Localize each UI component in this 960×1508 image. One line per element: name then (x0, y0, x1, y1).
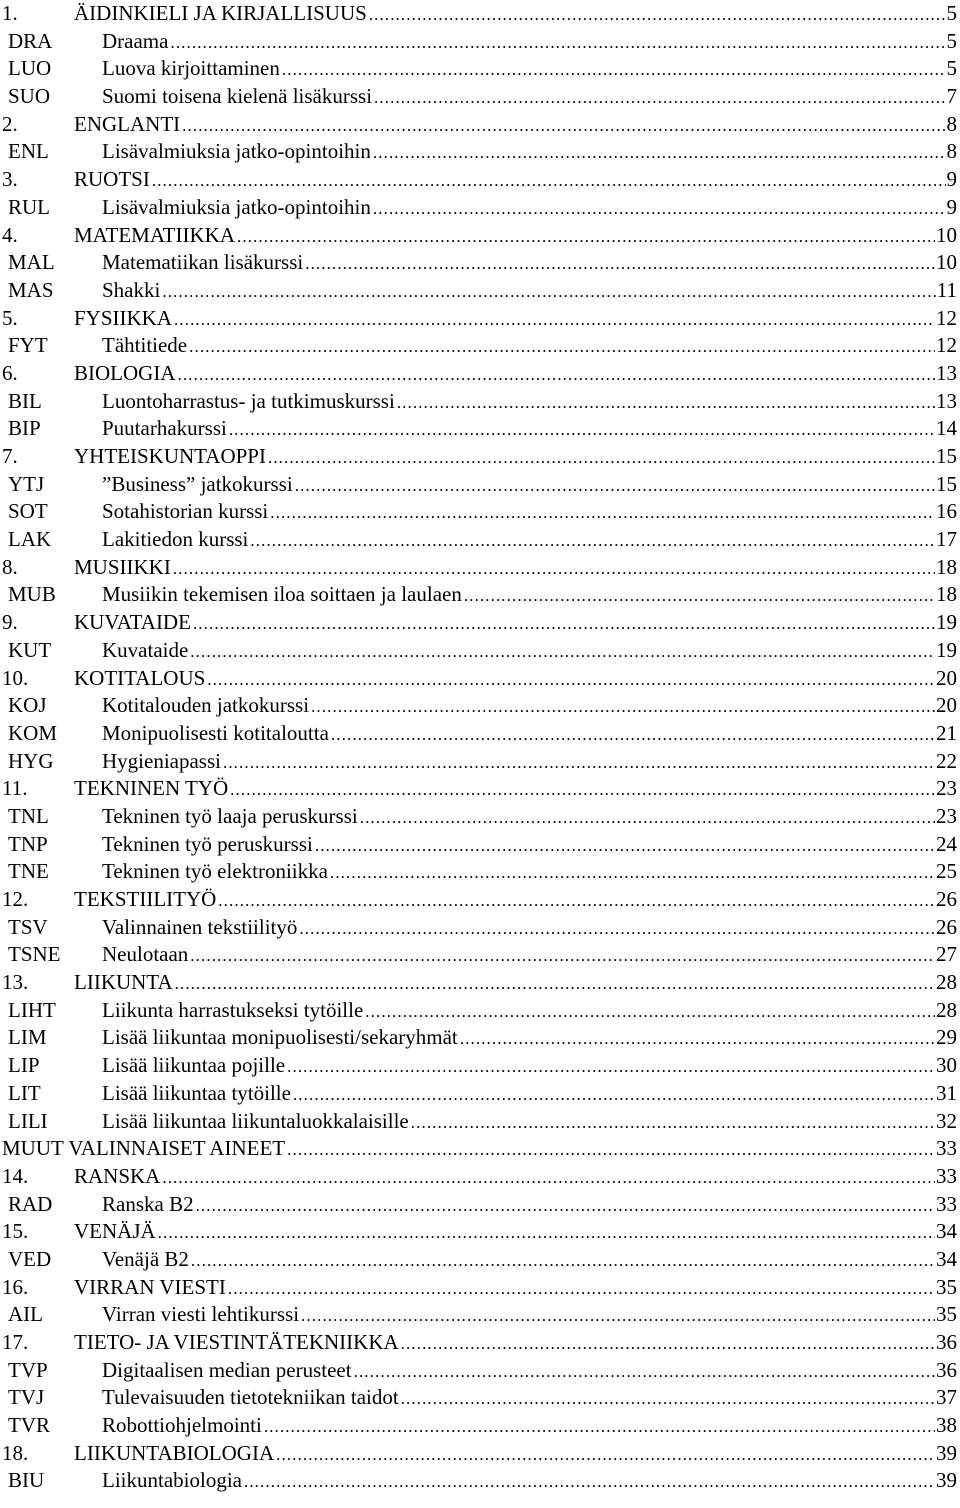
dot-leader (177, 361, 935, 389)
toc-entry-page-number: 23 (936, 776, 957, 801)
toc-section-entry[interactable] (0, 305, 960, 333)
toc-entry-page-number: 28 (936, 970, 957, 995)
toc-entry-code: DRA (8, 28, 53, 53)
toc-course-entry[interactable] (0, 748, 960, 776)
toc-entry-title: VIRRAN VIESTI (74, 1274, 228, 1302)
toc-entry-title: Liikuntabiologia (102, 1467, 244, 1495)
toc-entry-page-number: 34 (936, 1219, 957, 1244)
toc-entry-code: 15. (2, 1219, 29, 1244)
toc-course-entry[interactable] (0, 388, 960, 416)
toc-section-entry[interactable] (0, 360, 960, 388)
toc-entry-page-number: 30 (936, 1053, 957, 1078)
dot-leader (162, 278, 935, 306)
toc-entry-title: Lisää liikuntaa tytöille (102, 1080, 293, 1108)
dot-leader (299, 915, 935, 943)
toc-entry-code: TNL (8, 803, 49, 828)
toc-entry-page-number: 35 (936, 1274, 957, 1299)
toc-entry-title: Tähtitiede (102, 332, 189, 360)
toc-course-entry[interactable] (0, 471, 960, 499)
toc-section-entry[interactable] (0, 969, 960, 997)
toc-entry-code: 7. (2, 444, 18, 468)
toc-entry-title: Sotahistorian kurssi (102, 498, 270, 526)
toc-entry-title: ENGLANTI (74, 111, 182, 139)
toc-entry-code: LILI (8, 1108, 48, 1133)
dot-leader (305, 250, 935, 278)
toc-entry-page-number: 14 (936, 416, 957, 441)
toc-course-entry[interactable] (0, 831, 960, 859)
toc-entry-title: Valinnainen tekstiilityö (102, 914, 299, 942)
toc-entry-title: KUVATAIDE (74, 609, 193, 637)
toc-entry-title: TEKNINEN TYÖ (74, 775, 230, 803)
toc-entry-title: FYSIIKKA (74, 305, 174, 333)
dot-leader (173, 555, 935, 583)
toc-entry-page-number: 9 (946, 194, 957, 219)
toc-course-entry[interactable] (0, 941, 960, 969)
dot-leader (295, 472, 935, 500)
toc-entry-code: KUT (8, 637, 52, 662)
toc-entry-title: Kotitalouden jatkokurssi (102, 692, 311, 720)
toc-entry-page-number: 38 (936, 1413, 957, 1438)
toc-entry-page-number: 12 (936, 333, 957, 358)
toc-entry-page-number: 24 (936, 831, 957, 856)
toc-entry-page-number: 32 (936, 1108, 957, 1133)
toc-entry-page-number: 21 (936, 720, 957, 745)
toc-course-entry[interactable] (0, 526, 960, 554)
dot-leader (293, 1081, 935, 1109)
toc-entry-title: Lisää liikuntaa liikuntaluokkalaisille (102, 1108, 411, 1136)
toc-entry-page-number: 23 (936, 803, 957, 828)
toc-entry-page-number: 35 (936, 1302, 957, 1327)
toc-entry-title: Tekninen työ elektroniikka (102, 858, 330, 886)
toc-course-entry[interactable] (0, 1384, 960, 1412)
toc-entry-page-number: 36 (936, 1357, 957, 1382)
toc-entry-code: RAD (8, 1191, 53, 1216)
toc-entry-code: BIU (8, 1468, 45, 1493)
dot-leader (365, 998, 935, 1026)
toc-entry-title: MATEMATIIKKA (74, 222, 237, 250)
toc-entry-title: RUOTSI (74, 166, 152, 194)
toc-course-entry[interactable] (0, 1024, 960, 1052)
dot-leader (401, 1330, 935, 1358)
toc-entry-code: 6. (2, 360, 18, 385)
dot-leader (287, 1136, 935, 1164)
toc-entry-title: LIIKUNTABIOLOGIA (74, 1440, 276, 1468)
toc-entry-code: 1. (2, 1, 18, 25)
toc-entry-code: 13. (2, 970, 29, 995)
dot-leader (270, 499, 935, 527)
toc-entry-code: LIP (8, 1053, 40, 1078)
toc-entry-page-number: 5 (946, 56, 957, 81)
toc-entry-page-number: 8 (946, 111, 957, 136)
toc-entry-code: YTJ (8, 471, 45, 496)
toc-heading-entry[interactable] (0, 1135, 960, 1163)
dot-leader (223, 749, 935, 777)
dot-leader (174, 306, 935, 334)
toc-entry-page-number: 13 (936, 360, 957, 385)
toc-entry-title: Musiikin tekemisen iloa soittaen ja laulaen (102, 581, 464, 609)
toc-entry-title: RANSKA (74, 1163, 162, 1191)
dot-leader (229, 416, 935, 444)
toc-entry-title: Tekninen työ laaja peruskurssi (102, 803, 360, 831)
toc-entry-title: Robottiohjelmointi (102, 1412, 264, 1440)
toc-entry-code: MAS (8, 277, 54, 302)
toc-entry-page-number: 8 (946, 139, 957, 164)
toc-entry-code: FYT (8, 333, 48, 358)
toc-course-entry[interactable] (0, 858, 960, 886)
toc-entry-code: TVJ (8, 1385, 45, 1410)
toc-entry-title: Virran viesti lehtikurssi (102, 1301, 301, 1329)
toc-section-entry[interactable] (0, 1218, 960, 1246)
toc-entry-code: LUO (8, 56, 52, 81)
dot-leader (374, 84, 945, 112)
toc-entry-title: ÄIDINKIELI JA KIRJALLISUUS (74, 0, 369, 28)
dot-leader (218, 887, 935, 915)
toc-entry-title: Puutarhakurssi (102, 415, 229, 443)
toc-entry-page-number: 10 (936, 222, 957, 247)
dot-leader (360, 804, 935, 832)
toc-course-entry[interactable] (0, 415, 960, 443)
toc-course-entry[interactable] (0, 803, 960, 831)
toc-course-entry[interactable] (0, 332, 960, 360)
dot-leader (268, 444, 935, 472)
toc-entry-title: VENÄJÄ (74, 1218, 158, 1246)
toc-entry-title: YHTEISKUNTAOPPI (74, 443, 268, 471)
dot-leader (191, 1247, 935, 1275)
toc-entry-page-number: 26 (936, 887, 957, 911)
dot-leader (190, 942, 935, 970)
toc-course-entry[interactable] (0, 1191, 960, 1219)
toc-entry-page-number: 5 (946, 28, 957, 53)
toc-entry-code: 17. (2, 1330, 29, 1354)
toc-entry-title: Monipuolisesti kotitaloutta (102, 720, 331, 748)
toc-entry-title: Lisää liikuntaa monipuolisesti/sekaryhmät (102, 1024, 460, 1052)
toc-entry-code: ENL (8, 139, 49, 164)
toc-entry-page-number: 16 (936, 499, 957, 524)
toc-section-entry[interactable] (0, 166, 960, 194)
toc-entry-code: KOM (8, 720, 58, 745)
toc-entry-page-number: 20 (936, 665, 957, 690)
toc-entry-code: LIM (8, 1025, 47, 1050)
toc-section-entry[interactable] (0, 1274, 960, 1302)
dot-leader (158, 1219, 935, 1247)
dot-leader (369, 1, 946, 29)
toc-course-entry[interactable] (0, 1301, 960, 1329)
toc-section-entry[interactable] (0, 443, 960, 471)
toc-entry-title: Venäjä B2 (102, 1246, 191, 1274)
toc-entry-code: 16. (2, 1274, 29, 1299)
toc-entry-code: SOT (8, 499, 48, 524)
dot-leader (282, 56, 946, 84)
toc-entry-page-number: 18 (936, 554, 957, 579)
dot-leader (373, 139, 946, 167)
dot-leader (196, 1192, 935, 1220)
toc-course-entry[interactable] (0, 1080, 960, 1108)
toc-entry-code: TSV (8, 914, 48, 939)
toc-entry-title: KOTITALOUS (74, 665, 207, 693)
toc-entry-page-number: 15 (936, 471, 957, 496)
toc-entry-page-number: 13 (936, 388, 957, 413)
toc-course-entry[interactable] (0, 637, 960, 665)
toc-entry-code: VED (8, 1246, 52, 1271)
toc-entry-page-number: 26 (936, 914, 957, 939)
toc-entry-code: 14. (2, 1163, 29, 1188)
toc-entry-page-number: 17 (936, 527, 957, 552)
dot-leader (331, 721, 935, 749)
toc-course-entry[interactable] (0, 692, 960, 720)
dot-leader (244, 1468, 935, 1496)
toc-section-entry[interactable] (0, 886, 960, 914)
toc-entry-title: LIIKUNTA (74, 969, 175, 997)
toc-section-entry[interactable] (0, 1440, 960, 1468)
toc-entry-code: BIL (8, 388, 42, 413)
dot-leader (401, 1385, 935, 1413)
toc-section-entry[interactable] (0, 775, 960, 803)
toc-entry-page-number: 25 (936, 859, 957, 884)
dot-leader (237, 223, 935, 251)
toc-entry-code: 11. (2, 776, 28, 801)
toc-entry-code: TVP (8, 1357, 48, 1382)
dot-leader (373, 195, 946, 223)
toc-entry-code: 8. (2, 554, 18, 579)
toc-course-entry[interactable] (0, 249, 960, 277)
dot-leader (228, 1275, 935, 1303)
toc-entry-page-number: 22 (936, 748, 957, 773)
toc-entry-title: Ranska B2 (102, 1191, 196, 1219)
dot-leader (193, 610, 935, 638)
dot-leader (315, 832, 935, 860)
toc-entry-title: Shakki (102, 277, 162, 305)
toc-entry-code: 10. (2, 665, 29, 690)
toc-entry-code: MUB (8, 582, 56, 607)
toc-course-entry[interactable] (0, 1246, 960, 1274)
dot-leader (464, 582, 935, 610)
toc-entry-code: LIHT (8, 997, 56, 1022)
dot-leader (207, 666, 935, 694)
toc-entry-page-number: 9 (946, 167, 957, 192)
toc-entry-code: 4. (2, 222, 18, 247)
toc-entry-title: Matematiikan lisäkurssi (102, 249, 305, 277)
toc-entry-page-number: 28 (936, 997, 957, 1022)
dot-leader (190, 638, 935, 666)
dot-leader (311, 693, 935, 721)
toc-entry-page-number: 27 (936, 942, 957, 967)
toc-entry-page-number: 19 (936, 637, 957, 662)
toc-entry-title: Lisävalmiuksia jatko-opintoihin (102, 194, 373, 222)
toc-entry-title: Tulevaisuuden tietotekniikan taidot (102, 1384, 401, 1412)
toc-entry-code: 12. (2, 887, 29, 911)
dot-leader (287, 1053, 935, 1081)
toc-entry-title: Lakitiedon kurssi (102, 526, 250, 554)
toc-entry-code: 2. (2, 111, 18, 136)
toc-course-entry[interactable] (0, 277, 960, 305)
dot-leader (175, 970, 935, 998)
toc-entry-title: TIETO- JA VIESTINTÄTEKNIIKKA (74, 1329, 401, 1357)
toc-entry-page-number: 33 (936, 1136, 957, 1161)
toc-entry-code: TVR (8, 1413, 50, 1438)
toc-entry-title: TEKSTIILITYÖ (74, 886, 218, 914)
toc-entry-page-number: 18 (936, 582, 957, 607)
toc-entry-page-number: 34 (936, 1246, 957, 1271)
toc-entry-title: Kuvataide (102, 637, 190, 665)
toc-entry-title: Tekninen työ peruskurssi (102, 831, 315, 859)
toc-course-entry[interactable] (0, 28, 960, 56)
dot-leader (250, 527, 935, 555)
toc-course-entry[interactable] (0, 581, 960, 609)
toc-entry-code: RUL (8, 194, 50, 219)
toc-course-entry[interactable] (0, 55, 960, 83)
toc-course-entry[interactable] (0, 914, 960, 942)
dot-leader (330, 859, 935, 887)
dot-leader (397, 389, 935, 417)
toc-section-entry[interactable] (0, 1329, 960, 1357)
toc-entry-page-number: 37 (936, 1385, 957, 1410)
toc-entry-page-number: 12 (936, 305, 957, 330)
toc-entry-page-number: 31 (936, 1080, 957, 1105)
toc-entry-page-number: 10 (936, 250, 957, 275)
toc-entry-title: MUSIIKKI (74, 554, 173, 582)
toc-entry-title: Luova kirjoittaminen (102, 55, 282, 83)
toc-course-entry[interactable] (0, 997, 960, 1025)
toc-entry-code: AIL (8, 1302, 43, 1327)
toc-entry-title: Liikunta harrastukseksi tytöille (102, 997, 365, 1025)
toc-course-entry[interactable] (0, 498, 960, 526)
toc-course-entry[interactable] (0, 83, 960, 111)
toc-entry-page-number: 39 (936, 1440, 957, 1465)
toc-entry-code: KOJ (8, 693, 47, 718)
toc-entry-title: Suomi toisena kielenä lisäkurssi (102, 83, 374, 111)
toc-entry-page-number: 7 (946, 84, 957, 109)
dot-leader (354, 1358, 935, 1386)
toc-section-entry[interactable] (0, 222, 960, 250)
toc-entry-page-number: 15 (936, 444, 957, 468)
toc-course-entry[interactable] (0, 194, 960, 222)
toc-entry-code: HYG (8, 748, 54, 773)
dot-leader (411, 1109, 935, 1137)
toc-entry-page-number: 19 (936, 610, 957, 635)
dot-leader (301, 1302, 935, 1330)
toc-entry-code: 3. (2, 167, 18, 192)
toc-entry-code: MAL (8, 250, 55, 275)
toc-entry-page-number: 39 (936, 1468, 957, 1493)
dot-leader (170, 29, 945, 57)
toc-entry-title: Draama (102, 28, 170, 56)
toc-entry-code: 9. (2, 610, 18, 635)
toc-entry-title: Lisävalmiuksia jatko-opintoihin (102, 138, 373, 166)
toc-entry-title: MUUT VALINNAISET AINEET (0, 1135, 287, 1163)
toc-course-entry[interactable] (0, 1052, 960, 1080)
toc-entry-page-number: 36 (936, 1330, 957, 1354)
toc-entry-title: Hygieniapassi (102, 748, 223, 776)
toc-entry-title: Neulotaan (102, 941, 190, 969)
toc-entry-code: 18. (2, 1440, 29, 1465)
toc-entry-code: BIP (8, 416, 41, 441)
toc-entry-code: 5. (2, 305, 18, 330)
toc-entry-title: Luontoharrastus- ja tutkimuskurssi (102, 388, 397, 416)
toc-section-entry[interactable] (0, 0, 960, 28)
toc-entry-title: BIOLOGIA (74, 360, 177, 388)
toc-course-entry[interactable] (0, 138, 960, 166)
toc-entry-code: LIT (8, 1080, 41, 1105)
toc-entry-title: ”Business” jatkokurssi (102, 471, 295, 499)
dot-leader (230, 776, 935, 804)
toc-course-entry[interactable] (0, 1412, 960, 1440)
toc-entry-code: TSNE (8, 942, 61, 967)
dot-leader (189, 333, 935, 361)
toc-entry-page-number: 11 (936, 277, 957, 302)
toc-section-entry[interactable] (0, 665, 960, 693)
toc-entry-page-number: 5 (946, 1, 957, 25)
dot-leader (264, 1413, 935, 1441)
toc-section-entry[interactable] (0, 1163, 960, 1191)
toc-course-entry[interactable] (0, 1357, 960, 1385)
dot-leader (276, 1441, 935, 1469)
toc-entry-page-number: 29 (936, 1025, 957, 1050)
toc-entry-title: Lisää liikuntaa pojille (102, 1052, 287, 1080)
dot-leader (182, 112, 945, 140)
toc-entry-page-number: 33 (936, 1163, 957, 1188)
toc-course-entry[interactable] (0, 1467, 960, 1495)
toc-course-entry[interactable] (0, 1108, 960, 1136)
toc-entry-page-number: 33 (936, 1191, 957, 1216)
toc-entry-code: SUO (8, 84, 51, 109)
dot-leader (460, 1025, 935, 1053)
toc-entry-code: TNP (8, 831, 48, 856)
toc-entry-code: LAK (8, 527, 52, 552)
toc-section-entry[interactable] (0, 609, 960, 637)
toc-entry-page-number: 20 (936, 693, 957, 718)
toc-entry-code: TNE (8, 859, 49, 884)
toc-course-entry[interactable] (0, 720, 960, 748)
toc-section-entry[interactable] (0, 111, 960, 139)
dot-leader (162, 1164, 935, 1192)
dot-leader (152, 167, 946, 195)
toc-section-entry[interactable] (0, 554, 960, 582)
toc-entry-title: Digitaalisen median perusteet (102, 1357, 354, 1385)
